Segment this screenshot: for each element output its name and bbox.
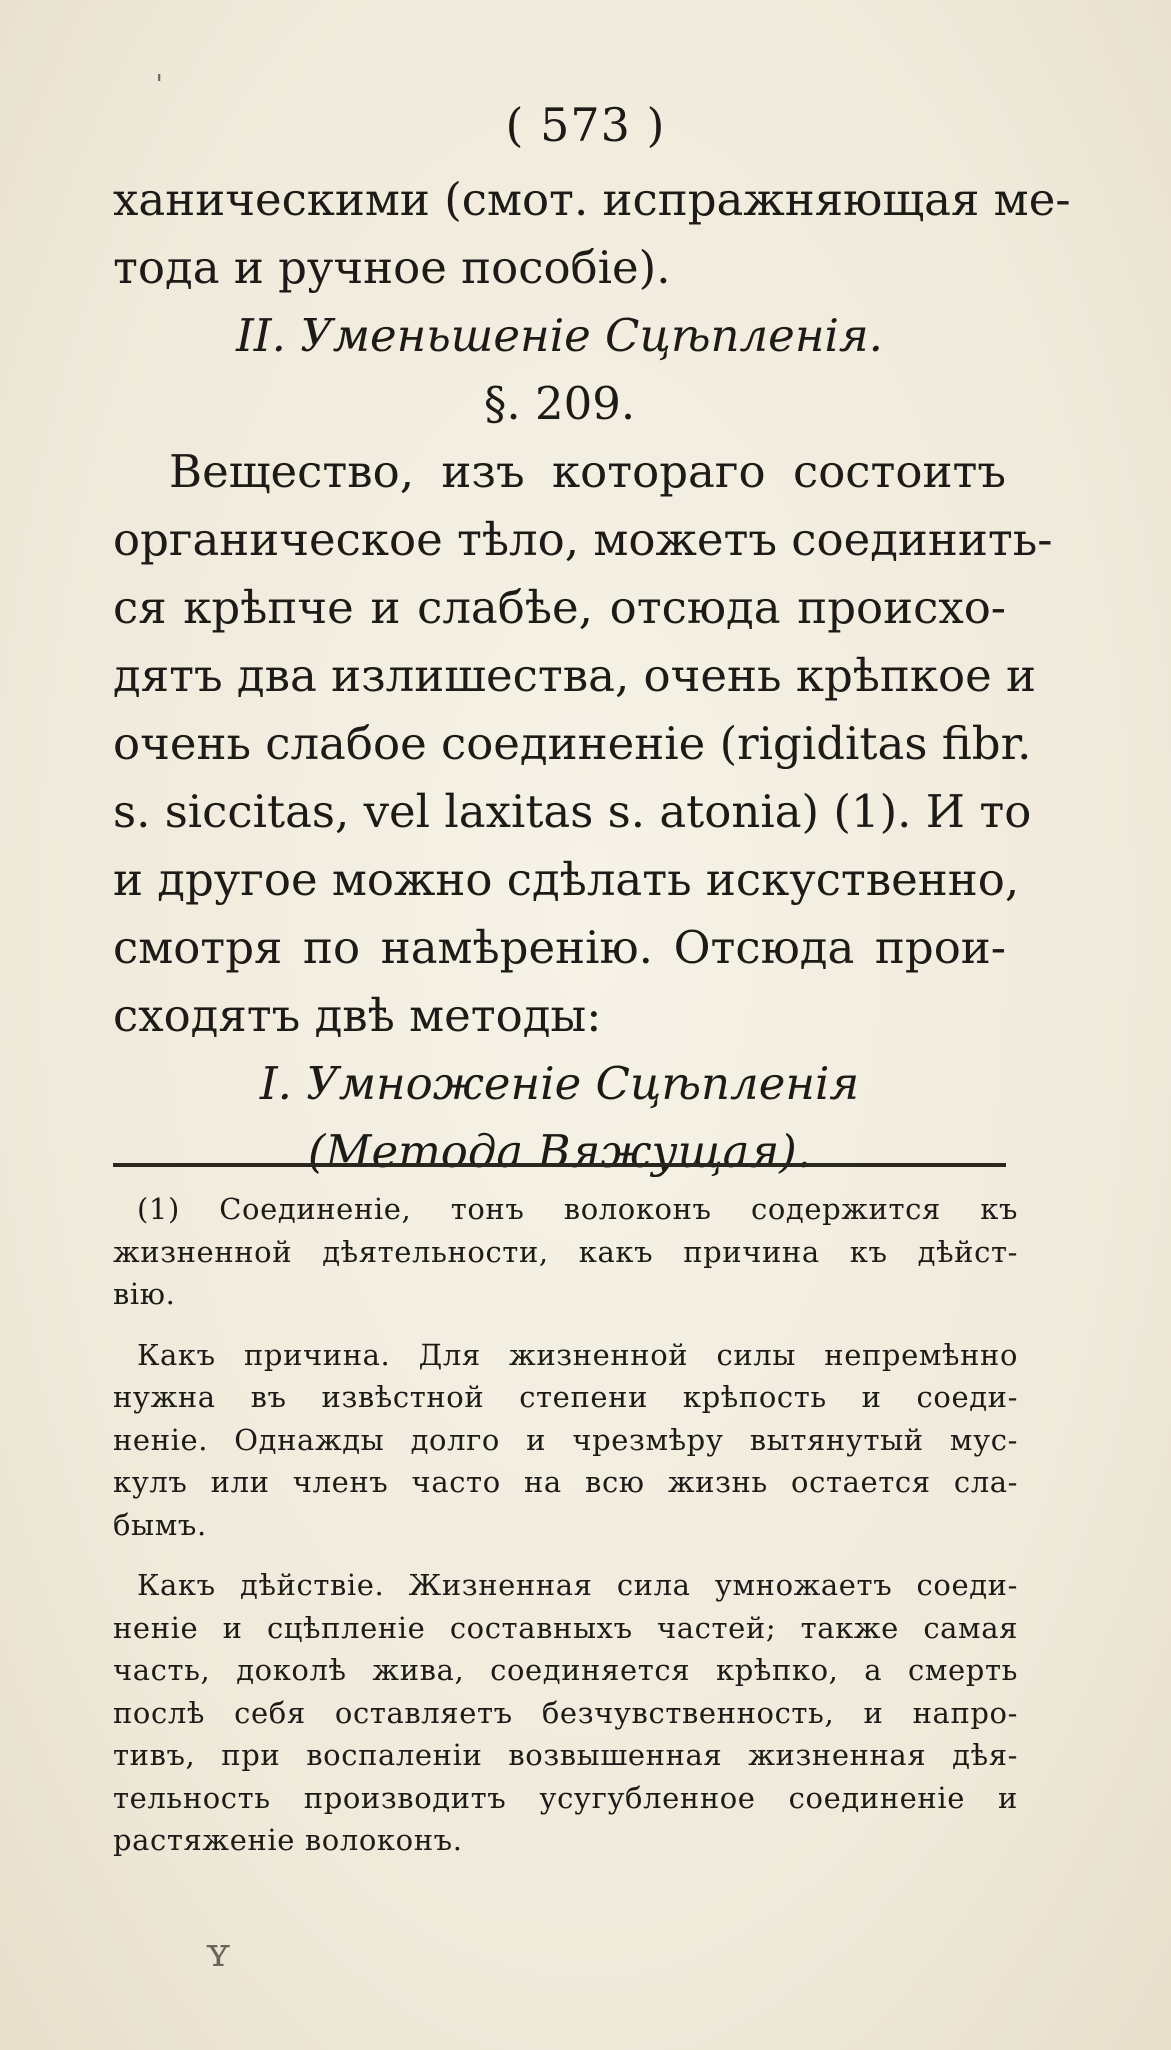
paragraph-line: сходятъ двѣ методы: bbox=[113, 989, 602, 1042]
footnote-divider bbox=[113, 1163, 1006, 1167]
footnote-line: бымъ. bbox=[113, 1507, 207, 1542]
page-number: ( 573 ) bbox=[505, 98, 666, 152]
footnote-line: Какъ причина. Для жизненной силы непремѣнно bbox=[137, 1337, 1018, 1372]
footnote-line: неніе и сцѣпленіе составныхъ частей; также самая bbox=[113, 1610, 1018, 1645]
paragraph-line: смотря по намѣренію. Отсюда прои- bbox=[113, 921, 1006, 974]
body-line: ханическими (смот. испражняющая ме- bbox=[113, 173, 1071, 226]
footnote-line: (1) Соединеніе, тонъ волоконъ содержится къ bbox=[137, 1192, 1018, 1226]
footnote-line: послѣ себя оставляетъ безчувственность, и напро- bbox=[113, 1695, 1018, 1730]
footnote-line: тельность производитъ усугубленное соединеніе и bbox=[113, 1780, 1018, 1815]
footnote-line: неніе. Однажды долго и чрезмѣру вытянутый мус- bbox=[113, 1422, 1018, 1457]
paragraph-line: Вещество, изъ котораго состоитъ bbox=[169, 445, 1006, 498]
section-heading-1: I. Умноженіе Сцѣпленія bbox=[259, 1057, 860, 1110]
footnote-line: Какъ дѣйствіе. Жизненная сила умножаетъ соеди- bbox=[137, 1568, 1018, 1602]
ink-speck: ˈ bbox=[155, 70, 164, 105]
footnote-line: кулъ или членъ часто на всю жизнь остается сла- bbox=[113, 1465, 1018, 1499]
section-number: §. 209. bbox=[483, 377, 636, 430]
paragraph-line: ся крѣпче и слабѣе, отсюда происхо- bbox=[113, 581, 1006, 634]
footnotes bbox=[113, 1188, 1018, 1862]
paragraph-line: и другое можно сдѣлать искуственно, bbox=[113, 853, 1020, 906]
section-heading-2: II. Уменьшеніе Сцѣпленія. bbox=[236, 309, 883, 362]
body-line: тода и ручное пособіе). bbox=[113, 241, 671, 294]
footnote-line: растяженіе волоконъ. bbox=[113, 1823, 463, 1857]
paragraph-line: дятъ два излишества, очень крѣпкое и bbox=[113, 649, 1037, 702]
section-heading-1-subtitle: (Метода Вяжущая). bbox=[307, 1125, 812, 1178]
footnote-line: вію. bbox=[113, 1277, 176, 1311]
paragraph-line: очень слабое соединеніе (rigiditas fibr. bbox=[113, 717, 1032, 770]
ink-mark: ʏ bbox=[205, 1930, 232, 1976]
main-text bbox=[113, 166, 1071, 1186]
footnote-line: нужна въ извѣстной степени крѣпость и соеди- bbox=[113, 1380, 1018, 1414]
paragraph-line: органическое тѣло, можетъ соединить- bbox=[113, 513, 1053, 566]
footnote-line: тивъ, при воспаленіи возвышенная жизненная дѣя- bbox=[113, 1738, 1018, 1772]
paragraph-line: s. siccitas, vel laxitas s. atonia) (1). И то bbox=[113, 785, 1032, 838]
footnote-line: часть, доколѣ жива, соединяется крѣпко, а смерть bbox=[113, 1653, 1018, 1687]
footnote-line: жизненной дѣятельности, какъ причина къ дѣйст- bbox=[113, 1234, 1018, 1269]
